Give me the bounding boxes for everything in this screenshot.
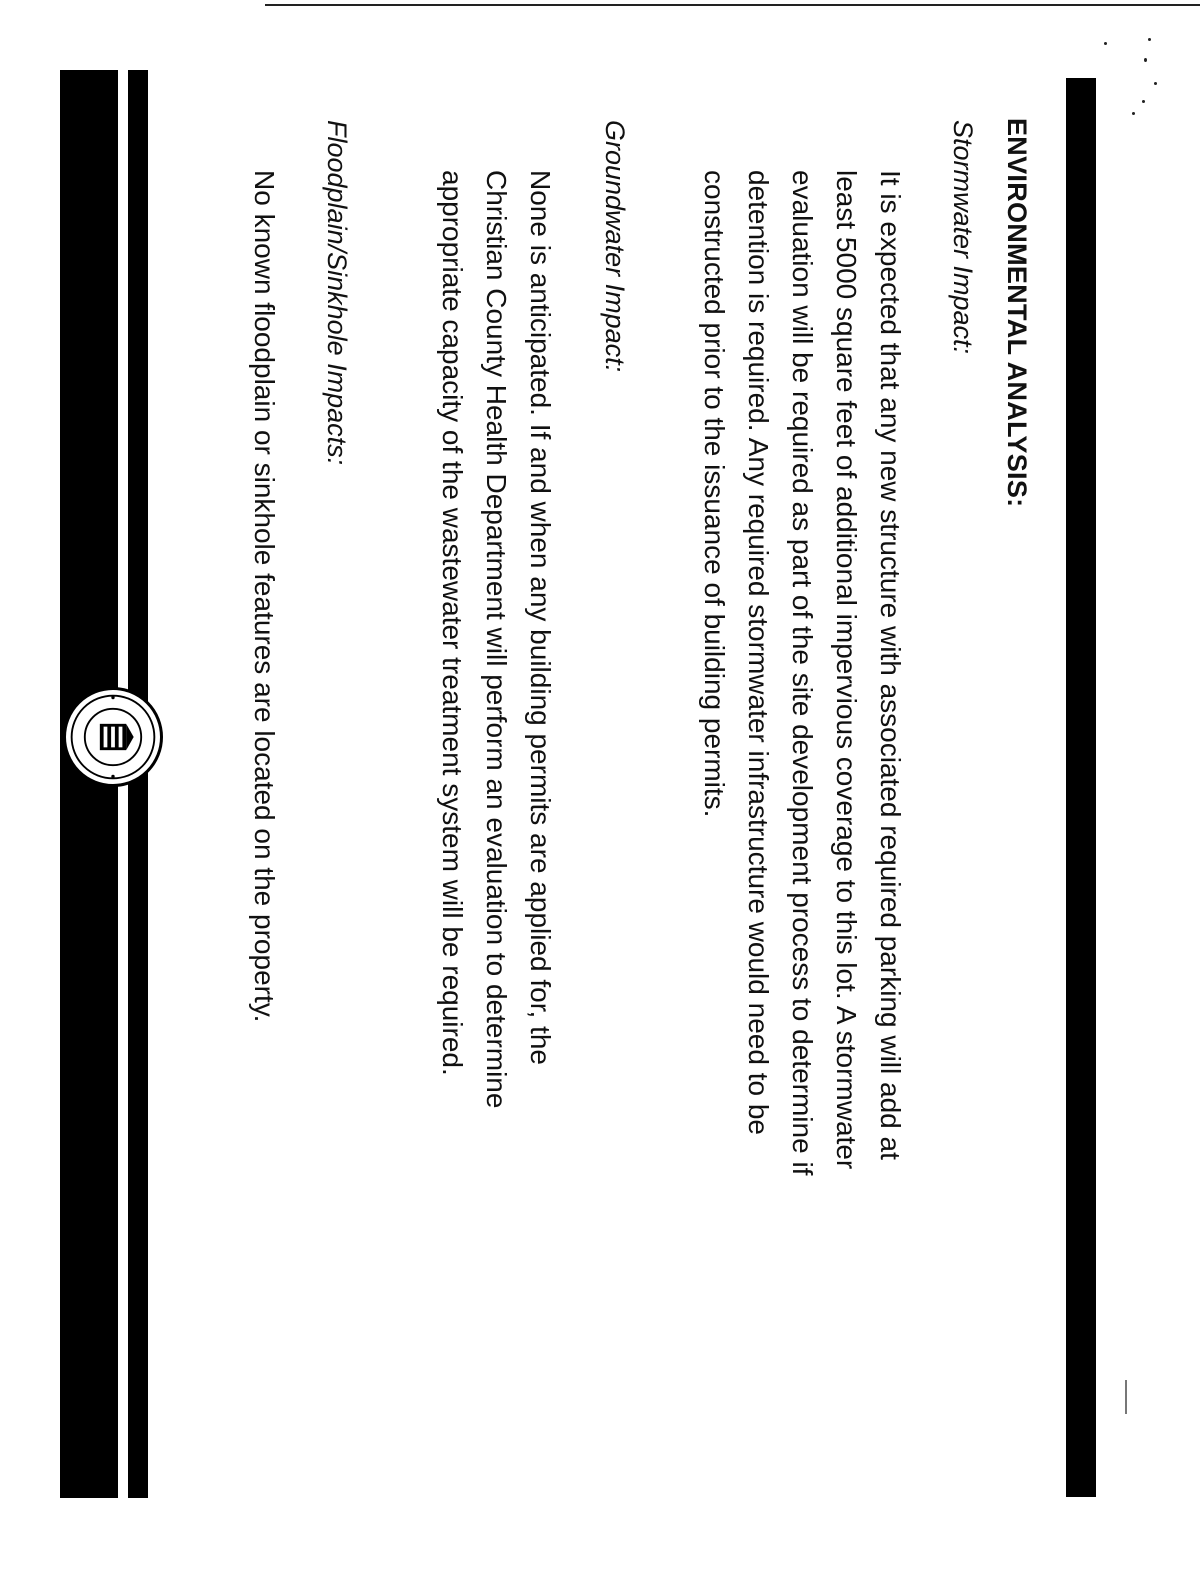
section-body-floodplain: [242, 170, 286, 1340]
section-body-groundwater: [430, 170, 562, 1340]
text-line: evaluation will be required as part of the site development process to determine if: [787, 170, 818, 1176]
text-line: It is expected that any new structure with associated required parking will add at: [875, 170, 906, 1160]
section-body-stormwater: [692, 170, 912, 1340]
document-heading: ENVIRONMENTAL ANALYSIS:: [1002, 118, 1032, 508]
section-title-stormwater: Stormwater Impact:: [948, 120, 978, 355]
text-line: constructed prior to the issuance of building permits.: [699, 170, 730, 818]
text-line: No known floodplain or sinkhole features are located on the property.: [249, 170, 280, 1023]
text-line: Christian County Health Department will perform an evaluation to determine: [481, 170, 512, 1109]
text-line: least 5000 square feet of additional impervious coverage to this lot. A stormwater: [831, 170, 862, 1170]
text-line: detention is required. Any required stormwater infrastructure would need to be: [743, 170, 774, 1135]
text-line: None is anticipated. If and when any building permits are applied for, the: [525, 170, 556, 1066]
section-title-groundwater: Groundwater Impact:: [600, 120, 630, 373]
section-title-floodplain: Floodplain/Sinkhole Impacts:: [322, 120, 352, 466]
text-line: appropriate capacity of the wastewater treatment system will be required.: [437, 170, 468, 1076]
